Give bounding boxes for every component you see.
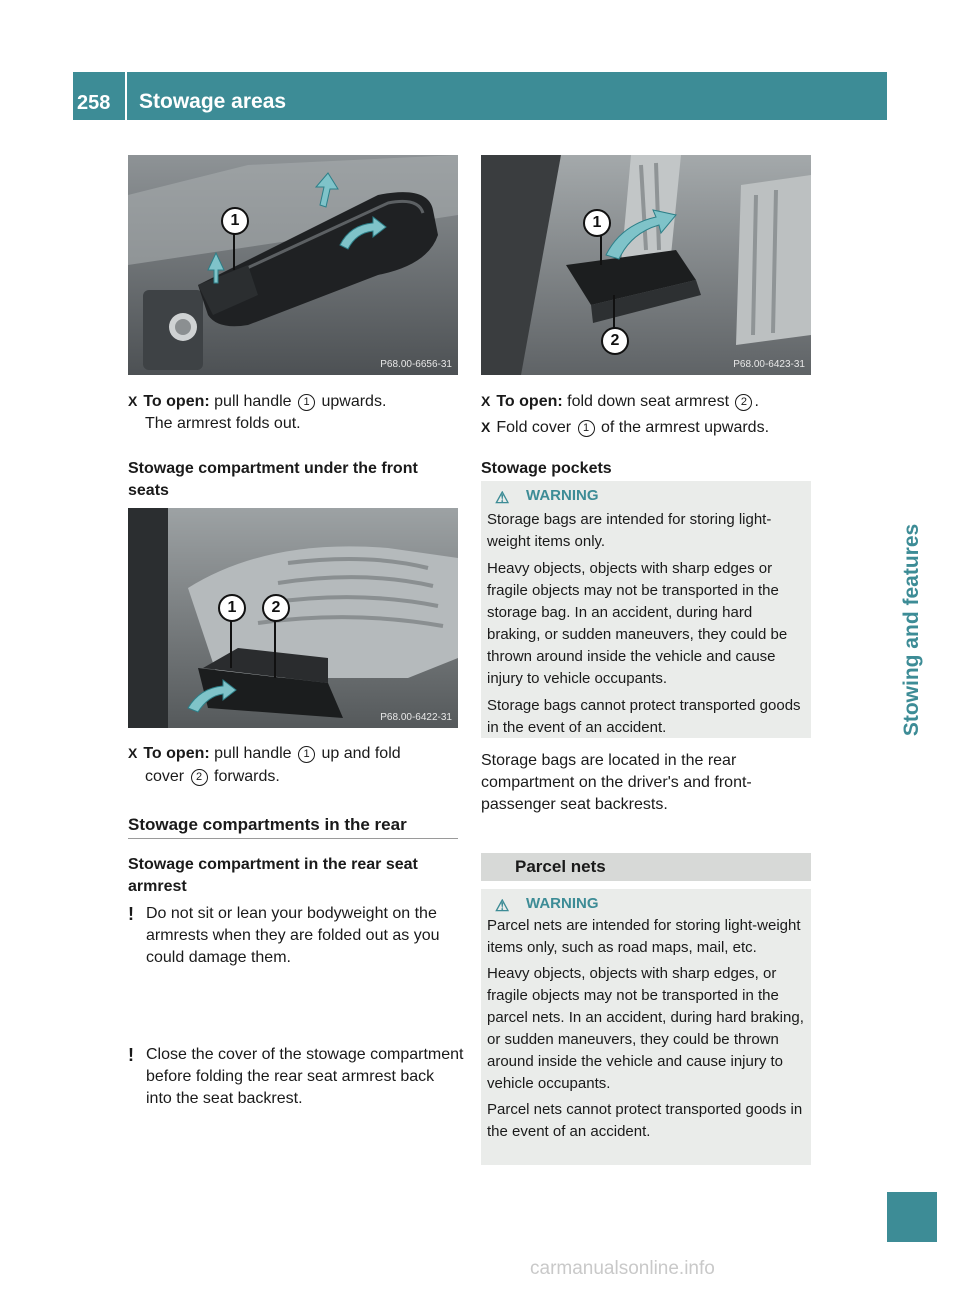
- caution-1: [128, 903, 464, 969]
- section-parcel-nets: Parcel nets: [481, 853, 811, 881]
- warning-paragraph: Storage bags cannot protect transported goods in the event of an accident.: [487, 697, 801, 736]
- pockets-text: Storage bags are located in the rear compartment on the driver's and front-passenger seat backrests.: [481, 752, 752, 813]
- warning-paragraph: Heavy objects, objects with sharp edges or fragile objects may not be transported in the storage bag. In an accident, during hard braking, or sudden maneuvers, they could be thrown around inside the vehicle and cause injury to vehicle occupants.: [487, 560, 788, 687]
- warning-box-storage-bags: [481, 481, 811, 738]
- front-armrest-image: [128, 155, 458, 375]
- step-arrow-icon: X: [481, 419, 491, 435]
- rear-armrest-illustration: [481, 155, 811, 375]
- callout-1: 1: [221, 207, 249, 235]
- header-divider: [125, 72, 127, 120]
- warning-paragraph: Heavy objects, objects with sharp edges, or fragile objects may not be transported in the parcel nets. In an accident, during hard braking, or sudden maneuvers, they could be thrown around inside the vehicle and cause injury to vehicle occupants.: [487, 965, 804, 1092]
- step-result: The armrest folds out.: [145, 415, 301, 432]
- callout-ref: 1: [578, 420, 595, 437]
- warning-heading: [487, 487, 804, 507]
- side-tab: [887, 523, 937, 737]
- side-tab-label: Stowing and features: [900, 523, 923, 737]
- callout-2: 2: [262, 594, 290, 622]
- under-seat-illustration: [128, 508, 458, 728]
- step-label: To open:: [496, 393, 563, 410]
- caution-text: Close the cover of the stowage compartment before folding the rear seat armrest back into the seat backrest.: [146, 1046, 464, 1107]
- caution-2: [128, 1044, 464, 1110]
- right-step-2: [481, 416, 811, 439]
- step-text: forwards.: [214, 768, 280, 785]
- left-step-1: [128, 390, 458, 413]
- heading-under-seat: Stowage compartment under the front seats: [128, 460, 418, 499]
- step-text: upwards.: [321, 393, 387, 410]
- warning-title: WARNING: [526, 487, 599, 504]
- callout-1: 1: [218, 594, 246, 622]
- callout-ref: 2: [191, 769, 208, 786]
- image-code: P68.00-6656-31: [380, 359, 452, 370]
- step-text: of the armrest upwards.: [600, 419, 770, 436]
- step-text: pull handle: [214, 393, 292, 410]
- side-tab-marker: [887, 1192, 937, 1242]
- step-text: cover: [145, 768, 185, 785]
- warning-paragraph: Parcel nets are intended for storing light-weight items only, such as road maps, mail, etc.: [487, 917, 801, 956]
- step-arrow-icon: X: [481, 393, 491, 409]
- image-code: P68.00-6422-31: [380, 712, 452, 723]
- callout-ref: 1: [298, 746, 315, 763]
- step-arrow-icon: X: [128, 745, 138, 761]
- front-armrest-illustration: [128, 155, 458, 375]
- step-label: To open:: [143, 745, 210, 762]
- warning-triangle-icon: ⚠: [495, 490, 510, 507]
- image-code: P68.00-6423-31: [733, 359, 805, 370]
- warning-triangle-icon: ⚠: [495, 898, 510, 915]
- caution-icon: !: [128, 1045, 134, 1065]
- callout-ref: 2: [735, 394, 752, 411]
- left-step-2: [128, 742, 458, 788]
- section-rear: Stowage compartments in the rear: [128, 815, 407, 834]
- step-text: fold down seat armrest: [567, 393, 730, 410]
- page-title: Stowage areas: [139, 90, 287, 113]
- callout-ref: 1: [298, 394, 315, 411]
- callout-1: 1: [583, 209, 611, 237]
- section-rule: [128, 838, 458, 839]
- step-text: .: [754, 393, 759, 410]
- watermark: carmanualsonline.info: [530, 1258, 715, 1279]
- page-number: 258: [77, 92, 111, 114]
- warning-heading: [487, 895, 804, 915]
- heading-rear-armrest: Stowage compartment in the rear seat armrest: [128, 856, 418, 895]
- right-step-1: [481, 390, 811, 413]
- step-text: pull handle: [214, 745, 292, 762]
- rear-armrest-image: [481, 155, 811, 375]
- callout-2: 2: [601, 327, 629, 355]
- warning-paragraph: Parcel nets cannot protect transported goods in the event of an accident.: [487, 1101, 803, 1140]
- warning-paragraph: Storage bags are intended for storing light-weight items only.: [487, 511, 772, 550]
- caution-icon: !: [128, 904, 134, 924]
- heading-pockets: Stowage pockets: [481, 460, 612, 477]
- step-arrow-icon: X: [128, 393, 138, 409]
- caution-text: Do not sit or lean your bodyweight on the armrests when they are folded out as you could damage them.: [146, 905, 440, 966]
- step-label: To open:: [143, 393, 210, 410]
- warning-box-parcel-nets: [481, 889, 811, 1165]
- warning-title: WARNING: [526, 895, 599, 912]
- page-header: [73, 72, 887, 120]
- step-text: Fold cover: [496, 419, 572, 436]
- under-seat-image: [128, 508, 458, 728]
- step-text: up and fold: [321, 745, 401, 762]
